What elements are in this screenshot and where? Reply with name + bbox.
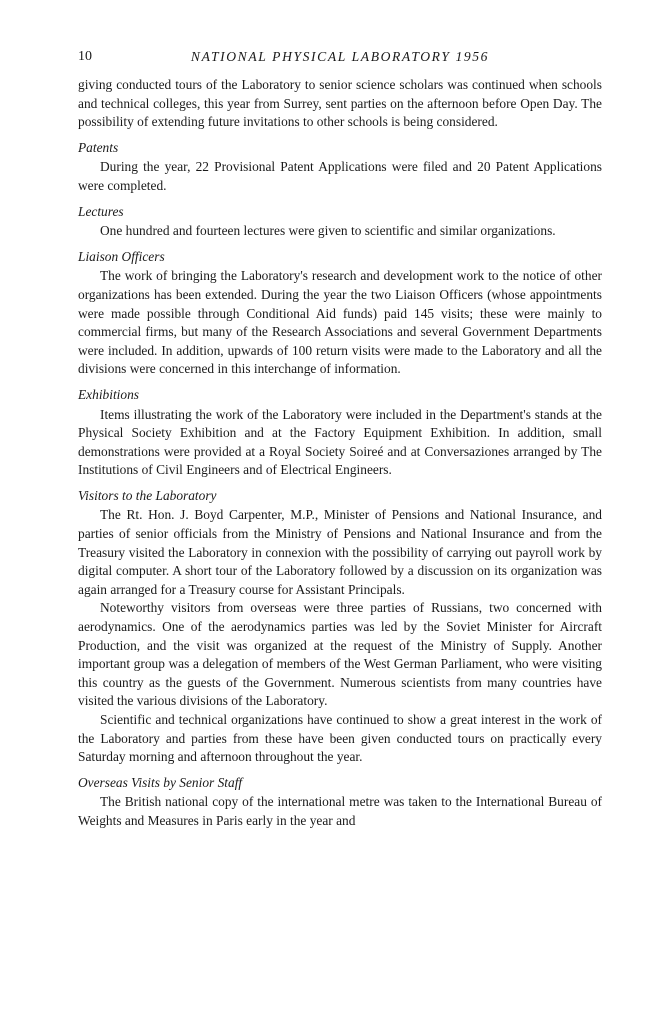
running-head: [78, 48, 602, 70]
section-patents: [78, 139, 602, 196]
section-overseas-visits: [78, 774, 602, 831]
section-visitors: [78, 487, 602, 767]
section-liaison-officers: [78, 248, 602, 379]
paragraph: The work of bringing the Laboratory's research and development work to the notice of other organizations has been extended. During the year the two Liaison Officers (whose appointments were made possible through Conditional Aid funds) paid 145 visits; these were mainly to commercial firms, but many of the Research Associations and several Government Departments were included. In addition, upwards of 100 return visits were made to the Laboratory and all the divisions were concerned in this interchange of information.: [78, 268, 602, 377]
section-heading: Liaison Officers: [78, 248, 165, 264]
paragraph: The British national copy of the international metre was taken to the International Bureau of Weights and Measures in Paris early in the year and: [78, 794, 602, 828]
paragraph: Items illustrating the work of the Laboratory were included in the Department's stands at the Physical Society Exhibition and at the Factory Equipment Exhibition. In addition, small demonstrations were provided at a Royal Society Soireé and at Conversaziones arranged by The Institutions of Civil Engineers and of Electrical Engineers.: [78, 406, 602, 478]
intro-paragraph: giving conducted tours of the Laboratory to senior science scholars was continued when schools and technical colleges, this year from Surrey, sent parties on the afternoon before Open Day. The possibility of extending future invitations to other schools is being considered.: [78, 77, 602, 130]
paragraph: One hundred and fourteen lectures were given to scientific and similar organizations.: [100, 223, 556, 239]
paragraph: Noteworthy visitors from overseas were three parties of Russians, two concerned with aerodynamics. One of the aerodynamics parties was led by the Soviet Minister for Aircraft Production, and the visit was organized at the request of the Ministry of Supply. Another important group was a delegation of members of the West German Parliament, who were visiting this country as the guests of the Government. Numerous scientists from many countries have visited the various divisions of the Laboratory.: [78, 600, 602, 709]
section-heading: Exhibitions: [78, 386, 139, 402]
running-title: NATIONAL PHYSICAL LABORATORY 1956: [190, 49, 490, 64]
section-heading: Lectures: [78, 203, 124, 219]
paragraph: During the year, 22 Provisional Patent Applications were filed and 20 Patent Applications were completed.: [78, 159, 602, 193]
section-heading: Overseas Visits by Senior Staff: [78, 774, 243, 790]
document-page: [78, 48, 602, 831]
section-lectures: [78, 203, 602, 241]
page-number: 10: [78, 49, 92, 64]
section-exhibitions: [78, 386, 602, 480]
section-heading: Patents: [78, 139, 119, 155]
section-heading: Visitors to the Laboratory: [78, 487, 217, 503]
paragraph: Scientific and technical organizations have continued to show a great interest in the work of the Laboratory and parties from these have been given conducted tours on practically every Saturday morning and afternoon throughout the year.: [78, 712, 602, 765]
paragraph: The Rt. Hon. J. Boyd Carpenter, M.P., Minister of Pensions and National Insurance, and parties of senior officials from the Ministry of Pensions and National Insurance and from the Treasury visited the Laboratory in connexion with the possibility of carrying out payroll work by digital computer. A short tour of the Laboratory followed by a discussion on its organization was again arranged for a Treasury course for Assistant Principals.: [78, 507, 602, 597]
